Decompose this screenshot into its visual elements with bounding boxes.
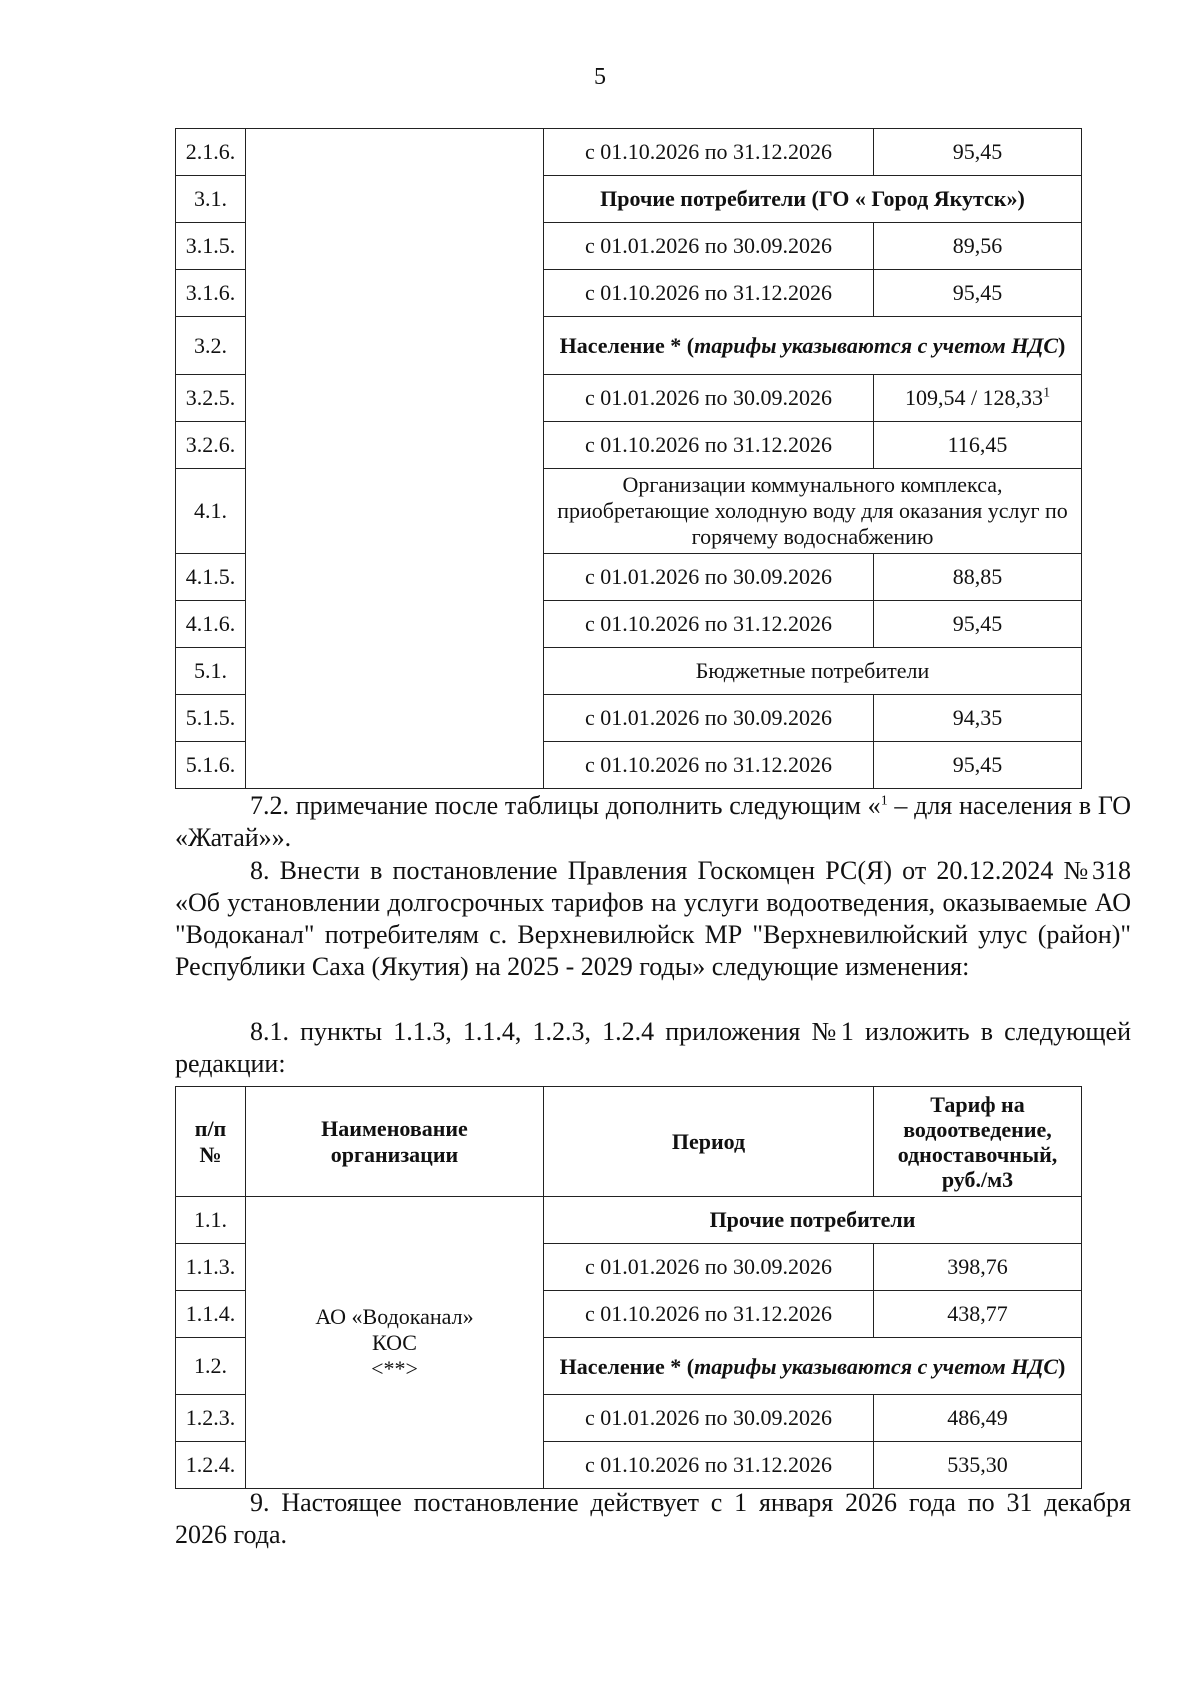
header-bold: Население * ( [559, 1353, 695, 1379]
tariff-value: 89,56 [874, 223, 1082, 270]
row-number: 2.1.6. [176, 129, 246, 176]
group-header [544, 1338, 1082, 1395]
row-number: 4.1.5. [176, 554, 246, 601]
row-number: 3.2.6. [176, 422, 246, 469]
row-number: 3.2. [176, 317, 246, 375]
period-cell: с 01.10.2026 по 31.12.2026 [544, 129, 874, 176]
column-header-tariff: Тариф на водоотведение, одноставочный, руб./м3 [874, 1087, 1082, 1197]
row-number: 5.1. [176, 648, 246, 695]
tariff-value: 88,85 [874, 554, 1082, 601]
para-7-2-before: 7.2. примечание после таблицы дополнить следующим « [250, 791, 881, 820]
org-line2: КОС [372, 1329, 417, 1355]
group-header: Организации коммунального комплекса, приобретающие холодную воду для оказания услуг по горячему водоснабжению [544, 469, 1082, 554]
header-italic: тарифы указываются с учетом НДС [694, 333, 1059, 358]
table-row [176, 129, 1082, 176]
group-header: Прочие потребители [544, 1197, 1082, 1244]
group-header: Прочие потребители (ГО « Город Якутск») [544, 176, 1082, 223]
row-number: 1.2.3. [176, 1395, 246, 1442]
header-num-line2: № [199, 1141, 222, 1167]
tariff-value [874, 375, 1082, 422]
footnote-mark: 1 [1043, 385, 1051, 401]
period-cell: с 01.01.2026 по 30.09.2026 [544, 695, 874, 742]
period-cell: с 01.10.2026 по 31.12.2026 [544, 742, 874, 789]
period-cell: с 01.10.2026 по 31.12.2026 [544, 270, 874, 317]
tariff-value-text: 109,54 / 128,33 [904, 385, 1044, 410]
page-number: 5 [594, 64, 606, 90]
tariff-table-water [175, 128, 1082, 789]
row-number: 3.1.5. [176, 223, 246, 270]
table-row [176, 1197, 1082, 1244]
period-cell: с 01.01.2026 по 30.09.2026 [544, 1244, 874, 1291]
tariff-value: 398,76 [874, 1244, 1082, 1291]
tariff-value: 486,49 [874, 1395, 1082, 1442]
group-header: Бюджетные потребители [544, 648, 1082, 695]
header-italic: тарифы указываются с учетом НДС [694, 1353, 1059, 1379]
tariff-value: 95,45 [874, 129, 1082, 176]
row-number: 3.1.6. [176, 270, 246, 317]
org-line3: <**> [371, 1355, 418, 1381]
row-number: 4.1. [176, 469, 246, 554]
row-number: 1.1. [176, 1197, 246, 1244]
org-name-cell [246, 1197, 544, 1489]
header-end: ) [1058, 333, 1066, 358]
period-cell: с 01.10.2026 по 31.12.2026 [544, 422, 874, 469]
period-cell: с 01.01.2026 по 30.09.2026 [544, 223, 874, 270]
paragraph-8: 8. Внести в постановление Правления Госкомцен РС(Я) от 20.12.2024 №318 «Об установлении долгосрочных тарифов на услуги водоотведения, оказываемые АО "Водоканал" потребителям с. Верхневилюйск МР "Верхневилюйский улус (район)" Республики Саха (Якутия) на 2025 - 2029 годы» следующие изменения: [175, 856, 1131, 981]
paragraph-7-2 [175, 790, 1131, 854]
footnote-mark: 1 [880, 793, 888, 809]
tariff-value: 95,45 [874, 742, 1082, 789]
row-number: 3.1. [176, 176, 246, 223]
row-number: 5.1.6. [176, 742, 246, 789]
period-cell: с 01.10.2026 по 31.12.2026 [544, 601, 874, 648]
tariff-table-sewerage [175, 1086, 1082, 1489]
period-cell: с 01.01.2026 по 30.09.2026 [544, 554, 874, 601]
org-line1: АО «Водоканал» [315, 1303, 474, 1329]
table-header-row [176, 1087, 1082, 1197]
period-cell: с 01.10.2026 по 31.12.2026 [544, 1442, 874, 1489]
para-7-2-after: – для населения в ГО «Жатай»». [175, 791, 1131, 852]
row-number: 1.2. [176, 1338, 246, 1395]
tariff-value: 94,35 [874, 695, 1082, 742]
row-number: 1.2.4. [176, 1442, 246, 1489]
group-header [544, 317, 1082, 375]
period-cell: с 01.10.2026 по 31.12.2026 [544, 1291, 874, 1338]
tariff-value: 95,45 [874, 601, 1082, 648]
row-number: 3.2.5. [176, 375, 246, 422]
tariff-value: 438,77 [874, 1291, 1082, 1338]
tariff-value: 116,45 [874, 422, 1082, 469]
header-num-line1: п/п [194, 1115, 227, 1141]
org-name-cell [246, 129, 544, 789]
paragraph-9: 9. Настоящее постановление действует с 1 января 2026 года по 31 декабря 2026 года. [175, 1488, 1131, 1549]
row-number: 1.1.4. [176, 1291, 246, 1338]
column-header-period: Период [544, 1087, 874, 1197]
header-bold: Население * ( [559, 333, 695, 358]
row-number: 5.1.5. [176, 695, 246, 742]
paragraph-8-1: 8.1. пункты 1.1.3, 1.1.4, 1.2.3, 1.2.4 приложения №1 изложить в следующей редакции: [175, 1017, 1131, 1078]
tariff-value: 535,30 [874, 1442, 1082, 1489]
column-header-organization: Наименование организации [246, 1087, 544, 1197]
tariff-value: 95,45 [874, 270, 1082, 317]
header-end: ) [1058, 1353, 1066, 1379]
column-header-number [176, 1087, 246, 1197]
period-cell: с 01.01.2026 по 30.09.2026 [544, 375, 874, 422]
row-number: 1.1.3. [176, 1244, 246, 1291]
period-cell: с 01.01.2026 по 30.09.2026 [544, 1395, 874, 1442]
row-number: 4.1.6. [176, 601, 246, 648]
